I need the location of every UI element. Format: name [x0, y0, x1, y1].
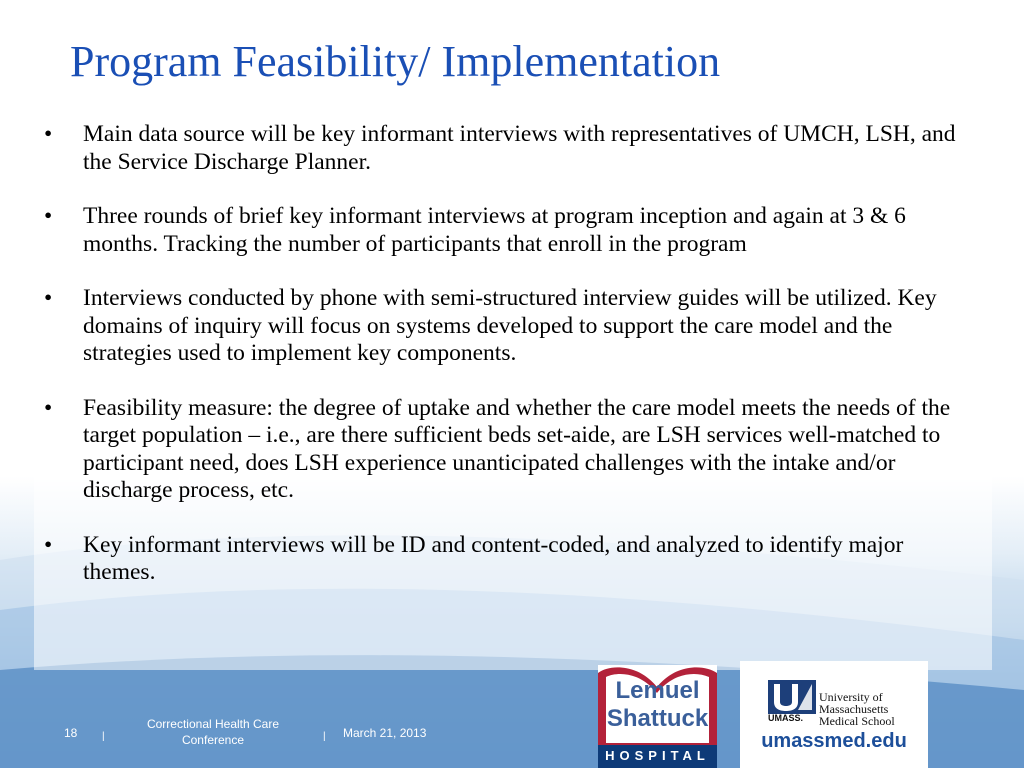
bullet-dot: •	[44, 394, 53, 421]
presentation-date: March 21, 2013	[343, 726, 427, 740]
bullet-text: Main data source will be key informant interviews with representatives of UMCH, LSH, and the Service Discharge Planner.	[83, 121, 956, 175]
bullet-text: Three rounds of brief key informant interviews at program inception and again at 3 & 6 months. Tracking the number of participants that enroll in the program	[83, 203, 906, 257]
umass-mark-icon	[768, 680, 816, 714]
bullet-item	[44, 203, 974, 258]
slide-number: 18	[64, 726, 78, 740]
bullet-item	[44, 532, 974, 587]
umass-line-2: Massachusetts	[819, 702, 889, 716]
bullet-item	[44, 395, 974, 505]
umass-name	[819, 691, 919, 727]
umass-line-3: Medical School	[819, 714, 895, 728]
bullet-text: Feasibility measure: the degree of uptake and whether the care model meets the needs of the target population – i.e., are there sufficient beds set-aide, are LSH services well-matched to participant need, does LSH experience unanticipated challenges with the intake and/or discharge process, etc.	[83, 394, 951, 503]
lsh-line-2: Shattuck	[606, 705, 709, 732]
conference-line-1: Correctional Health Care	[146, 717, 280, 731]
bullet-dot: •	[44, 531, 53, 558]
umass-url: umassmed.edu	[761, 730, 907, 752]
conference-line-2: Conference	[181, 733, 245, 747]
bullet-text: Interviews conducted by phone with semi-structured interview guides will be utilized. Key domains of inquiry will focus on systems developed to support the care model and the strategies used to implement key components.	[83, 285, 937, 366]
umass-medical-logo	[740, 661, 928, 768]
bullet-dot: •	[44, 285, 53, 311]
bullet-dot: •	[44, 203, 53, 229]
lemuel-shattuck-logo	[598, 665, 717, 768]
bullet-item	[44, 121, 974, 176]
bullet-text: Key informant interviews will be ID and content-coded, and analyzed to identify major themes.	[83, 531, 904, 585]
umass-line-1: University of	[819, 690, 883, 704]
footer-separator: |	[102, 731, 105, 742]
lsh-line-1: Lemuel	[615, 677, 700, 704]
bullet-list	[44, 121, 974, 614]
footer-separator: |	[323, 731, 326, 742]
conference-name	[130, 716, 296, 748]
slide-title: Program Feasibility/ Implementation	[70, 37, 721, 86]
bullet-dot: •	[44, 121, 53, 147]
umass-wordmark: UMASS.	[768, 713, 804, 723]
lsh-hospital-label: HOSPITAL	[605, 748, 710, 763]
bullet-item	[44, 285, 974, 368]
